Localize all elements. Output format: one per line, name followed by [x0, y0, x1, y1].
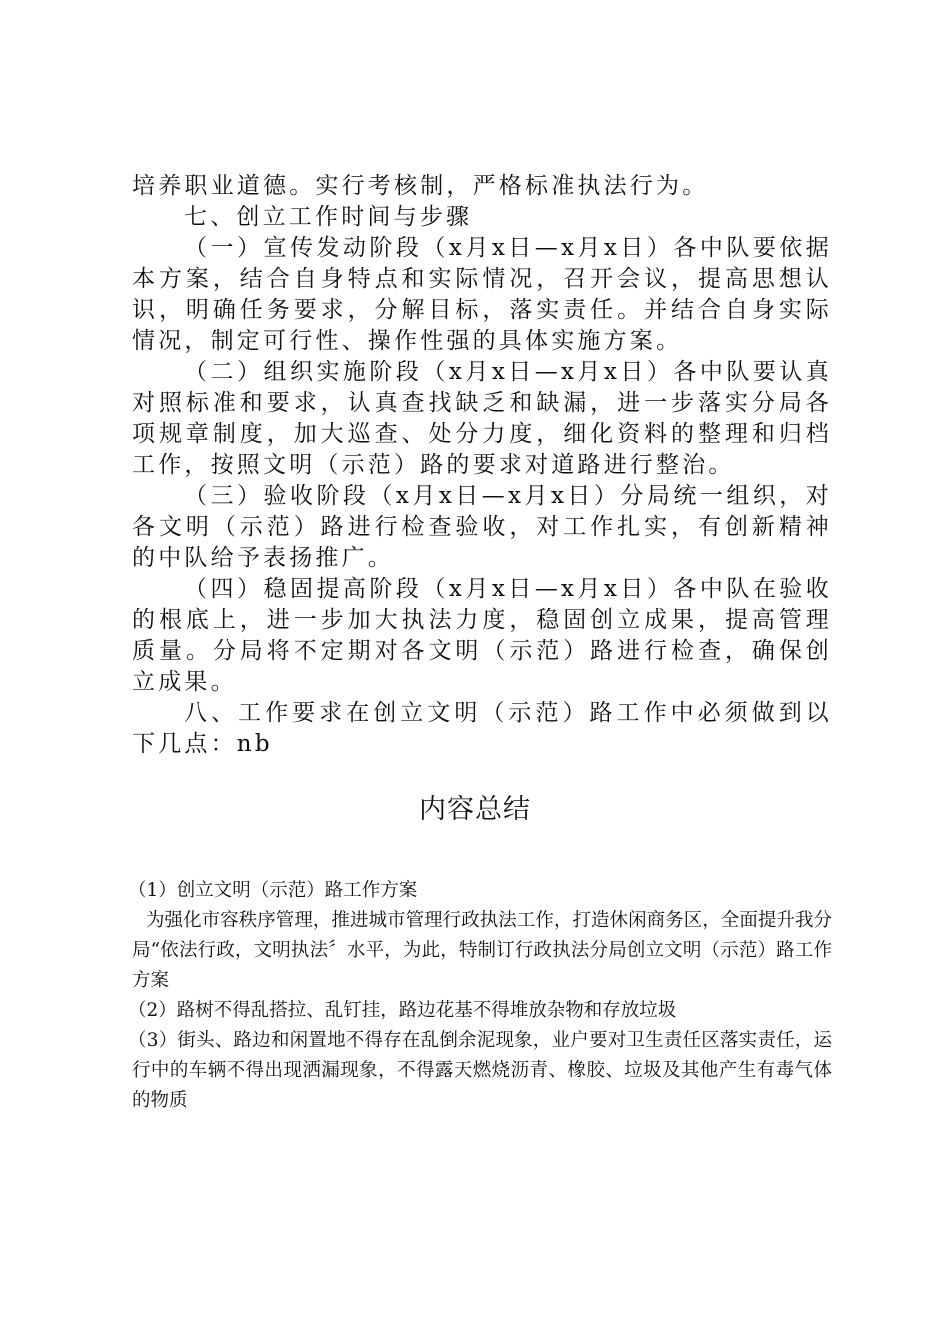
section-heading-eight: 八、工作要求在创立文明（示范）路工作中必须做到以下几点：nb — [132, 700, 832, 757]
summary-title: 内容总结 — [419, 794, 531, 825]
summary-item: 为强化市容秩序管理，推进城市管理行政执法工作，打造休闲商务区，全面提升我分局“依法行政，文明执法〞水平，为此，特制订行政执法分局创立文明（示范）路工作方案 — [132, 910, 832, 991]
summary-item: （2）路树不得乱搭拉、乱钉挂，路边花基不得堆放杂物和存放垃圾 — [128, 1000, 677, 1021]
paragraph-stage-four: （四）稳固提高阶段（x月x日—x月x日）各中队在验收的根底上，进一步加大执法力度，稳固创立成果，提高管理质量。分局将不定期对各文明（示范）路进行检查，确保创立成果。 — [132, 576, 832, 695]
document-body — [132, 171, 832, 760]
section-heading-seven: 七、创立工作时间与步骤 — [184, 204, 473, 230]
summary-section — [128, 876, 832, 1116]
paragraph-continuation: 培养职业道德。实行考核制，严格标准执法行为。 — [132, 173, 709, 199]
paragraph-stage-three: （三）验收阶段（x月x日—x月x日）分局统一组织，对各文明（示范）路进行检查验收，对工作扎实，有创新精神的中队给予表扬推广。 — [132, 483, 832, 571]
summary-item: （1）创立文明（示范）路工作方案 — [128, 880, 418, 901]
paragraph-stage-one: （一）宣传发动阶段（x月x日—x月x日）各中队要依据本方案，结合自身特点和实际情况，召开会议，提高思想认识，明确任务要求，分解目标，落实责任。并结合自身实际情况，制定可行性、操作性强的具体实施方案。 — [132, 235, 832, 354]
summary-item: （3）街头、路边和闲置地不得存在乱倒余泥现象，业户要对卫生责任区落实责任，运行中的车辆不得出现洒漏现象，不得露天燃烧沥青、橡胶、垃圾及其他产生有毒气体的物质 — [128, 1030, 832, 1111]
paragraph-stage-two: （二）组织实施阶段（x月x日—x月x日）各中队要认真对照标准和要求，认真查找缺乏和缺漏，进一步落实分局各项规章制度，加大巡查、处分力度，细化资料的整理和归档工作，按照文明（示范）路的要求对道路进行整治。 — [132, 359, 832, 478]
